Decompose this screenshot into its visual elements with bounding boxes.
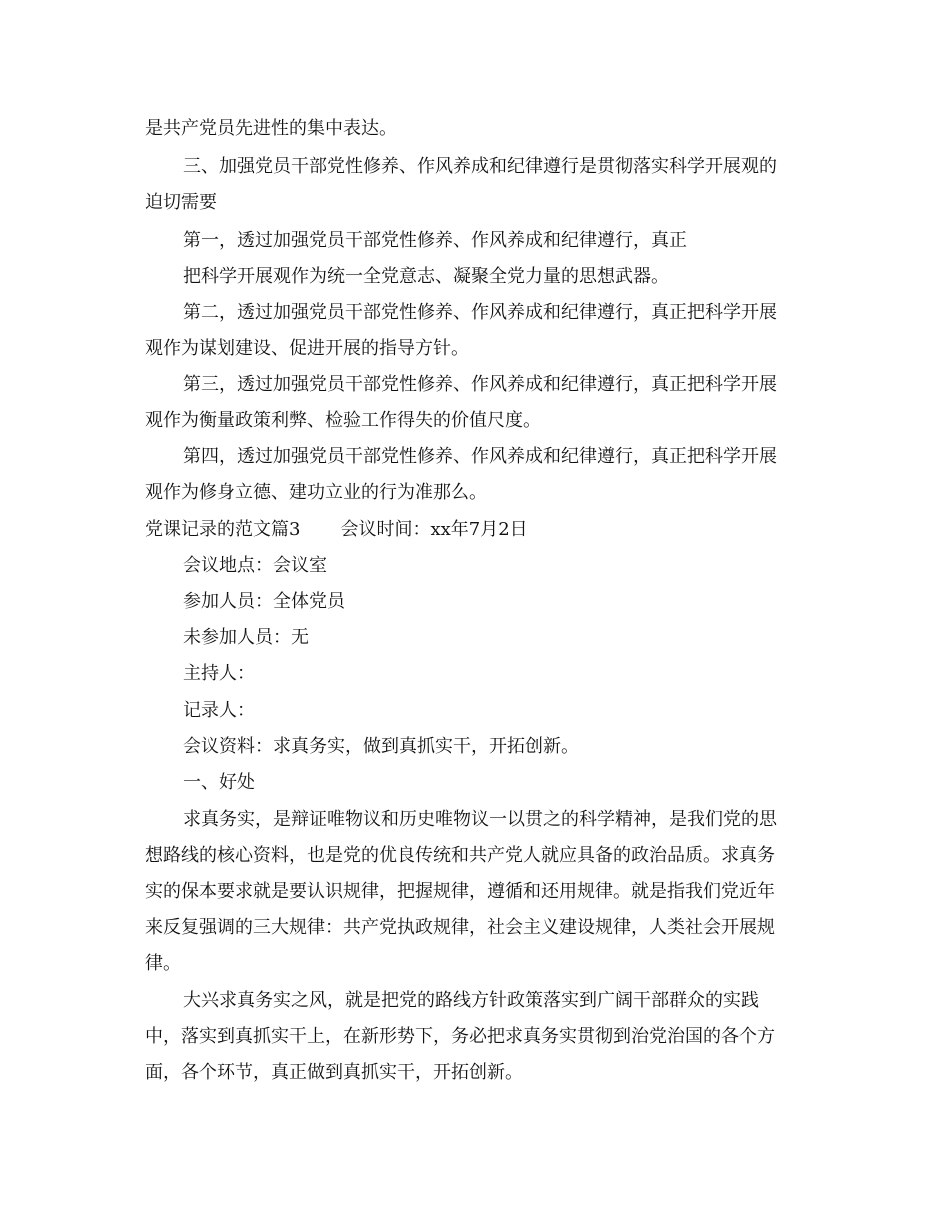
recorder: 记录人： (183, 700, 255, 721)
paragraph-line: 第一，透过加强党员干部党性修养、作风养成和纪律遵行，真正 (183, 230, 687, 251)
paragraph-line: 第三，透过加强党员干部党性修养、作风养成和纪律遵行，真正把科学开展 (183, 374, 777, 395)
section-heading: 三、加强党员干部党性修养、作风养成和纪律遵行是贯彻落实科学开展观的 (183, 156, 777, 177)
attendees: 参加人员：全体党员 (183, 591, 345, 612)
paragraph-line: 观作为修身立德、建功立业的行为准那么。 (145, 482, 487, 503)
paragraph-line: 把科学开展观作为统一全党意志、凝聚全党力量的思想武器。 (183, 266, 669, 287)
host: 主持人： (183, 663, 255, 684)
paragraph-line: 律。 (145, 953, 181, 974)
meeting-materials: 会议资料：求真务实，做到真抓实干，开拓创新。 (183, 736, 579, 757)
paragraph-line: 第二，透过加强党员干部党性修养、作风养成和纪律遵行，真正把科学开展 (183, 302, 777, 323)
section-heading: 一、好处 (183, 772, 255, 793)
paragraph-line: 来反复强调的三大规律：共产党执政规律，社会主义建设规律，人类社会开展规 (145, 917, 775, 938)
paragraph-line: 实的保本要求就是要认识规律，把握规律，遵循和还用规律。就是指我们党近年 (145, 881, 775, 902)
paragraph-line: 是共产党员先进性的集中表达。 (145, 118, 397, 139)
paragraph-line: 中，落实到真抓实干上，在新形势下，务必把求真务实贯彻到治党治国的各个方 (145, 1026, 775, 1047)
paragraph-line: 第四，透过加强党员干部党性修养、作风养成和纪律遵行，真正把科学开展 (183, 446, 777, 467)
paragraph-line: 观作为谋划建设、促进开展的指导方针。 (145, 338, 469, 359)
paragraph-line: 观作为衡量政策利弊、检验工作得失的价值尺度。 (145, 410, 541, 431)
meeting-location: 会议地点：会议室 (183, 555, 327, 576)
paragraph-line: 面，各个环节，真正做到真抓实干，开拓创新。 (145, 1062, 523, 1083)
absentees: 未参加人员：无 (183, 627, 309, 648)
paragraph-line: 大兴求真务实之风，就是把党的路线方针政策落实到广阔干部群众的实践 (183, 990, 759, 1011)
section-heading-continued: 迫切需要 (145, 192, 217, 213)
meeting-time: 会议时间：xx年7月2日 (340, 519, 528, 540)
record-title: 党课记录的范文篇3 (145, 519, 301, 540)
record-heading-line (145, 518, 528, 542)
paragraph-line: 想路线的核心资料，也是党的优良传统和共产党人就应具备的政治品质。求真务 (145, 845, 775, 866)
paragraph-line: 求真务实，是辩证唯物议和历史唯物议一以贯之的科学精神，是我们党的思 (183, 809, 777, 830)
